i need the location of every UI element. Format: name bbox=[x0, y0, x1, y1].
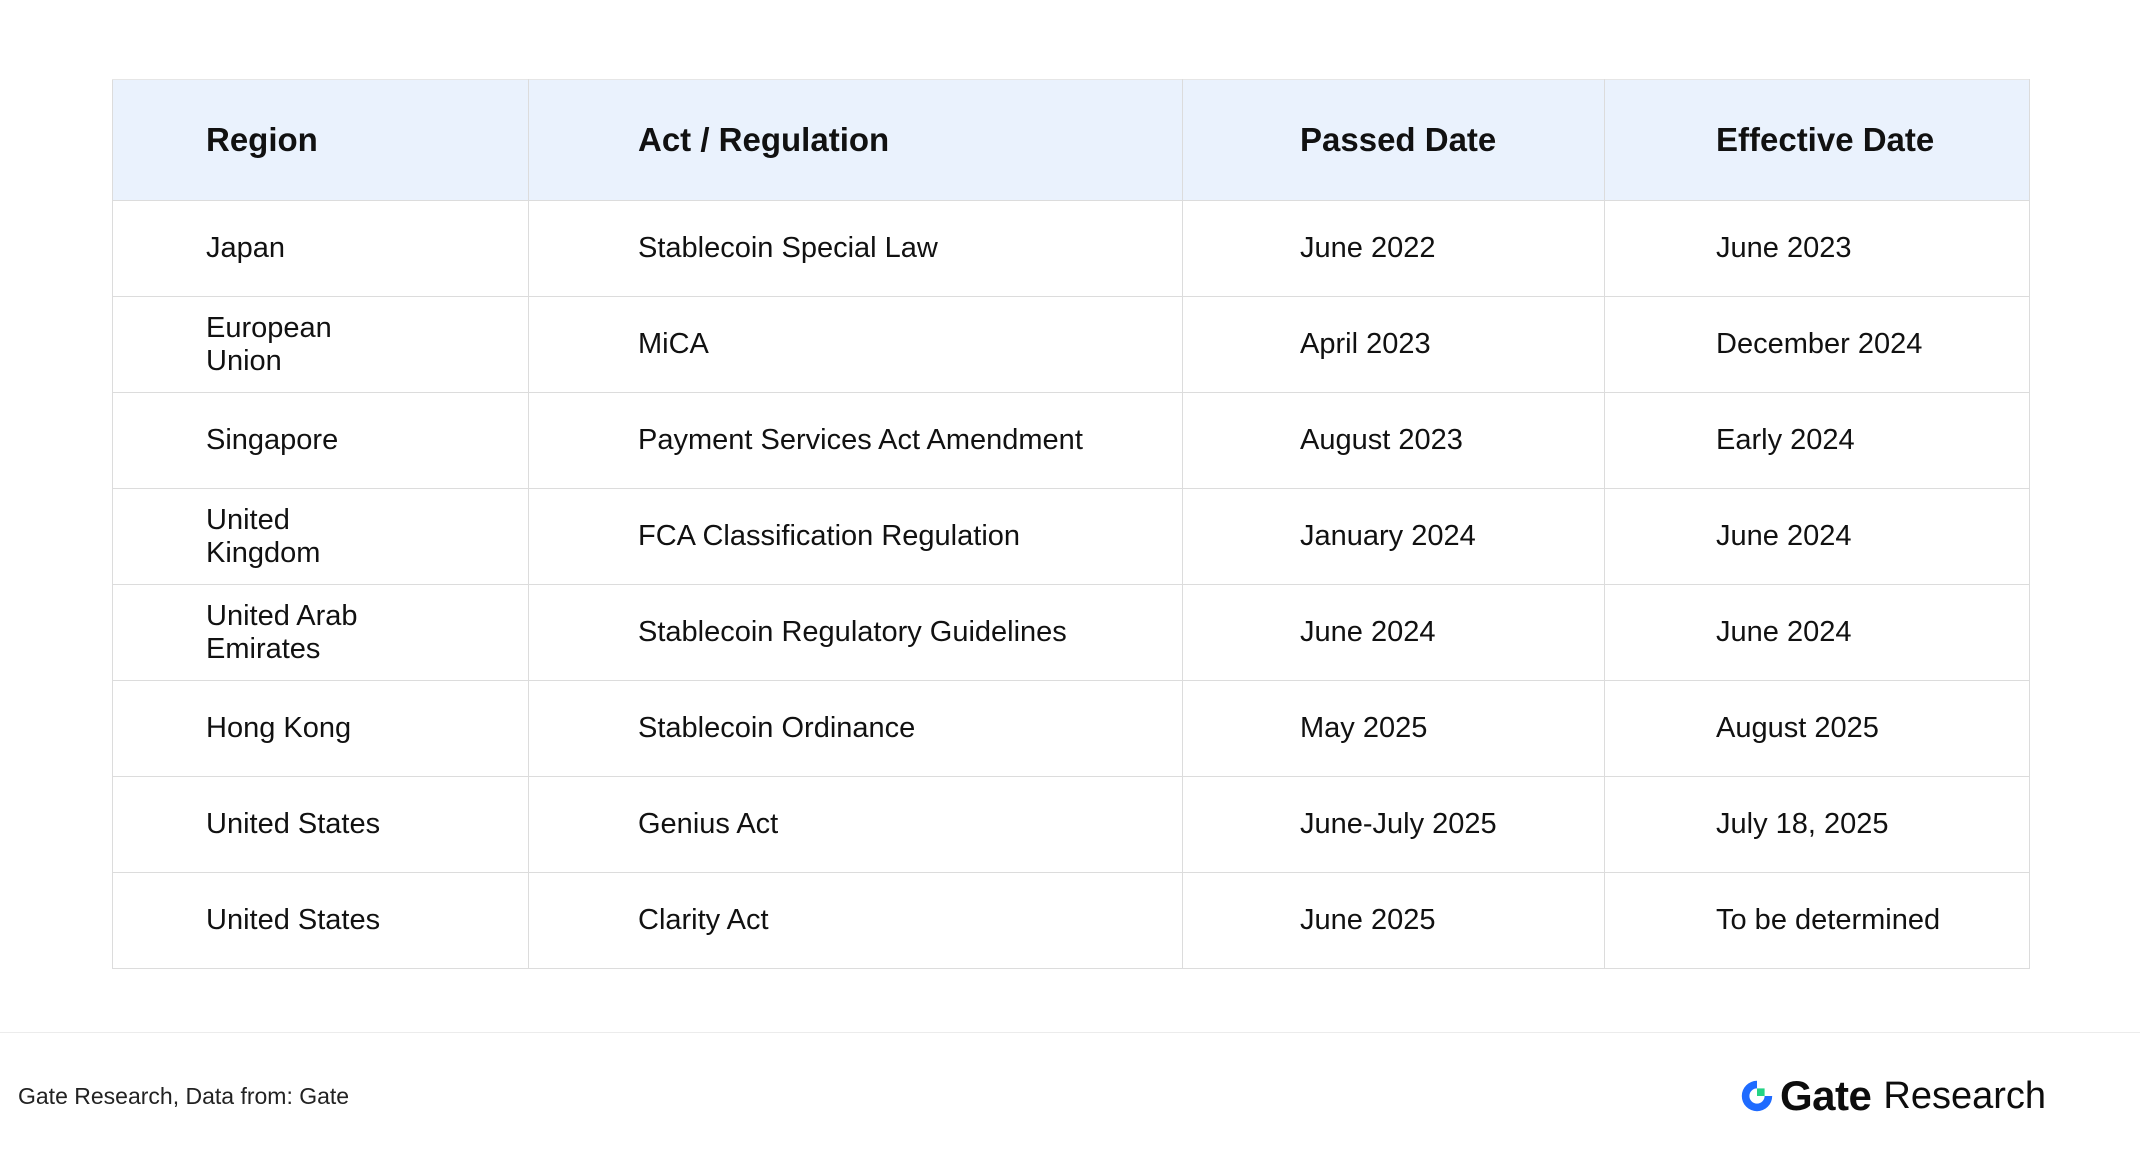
cell-passed-date: August 2023 bbox=[1183, 393, 1605, 489]
cell-effective-date: August 2025 bbox=[1605, 681, 2030, 777]
cell-passed-date: January 2024 bbox=[1183, 489, 1605, 585]
cell-effective-date: June 2024 bbox=[1605, 585, 2030, 681]
table-row bbox=[113, 585, 2030, 681]
cell-effective-date: To be determined bbox=[1605, 873, 2030, 969]
header-passed-date: Passed Date bbox=[1183, 80, 1605, 201]
cell-passed-date: June 2024 bbox=[1183, 585, 1605, 681]
cell-region: United States bbox=[113, 873, 529, 969]
gate-logo-icon bbox=[1738, 1077, 1776, 1115]
brand-logo bbox=[1738, 1072, 2046, 1120]
cell-passed-date: April 2023 bbox=[1183, 297, 1605, 393]
cell-region: Japan bbox=[113, 201, 529, 297]
cell-act: Stablecoin Ordinance bbox=[529, 681, 1183, 777]
cell-act: Payment Services Act Amendment bbox=[529, 393, 1183, 489]
table-row bbox=[113, 393, 2030, 489]
table-row bbox=[113, 681, 2030, 777]
cell-effective-date: Early 2024 bbox=[1605, 393, 2030, 489]
header-region: Region bbox=[113, 80, 529, 201]
header-act-regulation: Act / Regulation bbox=[529, 80, 1183, 201]
table-row bbox=[113, 489, 2030, 585]
cell-passed-date: May 2025 bbox=[1183, 681, 1605, 777]
cell-passed-date: June 2025 bbox=[1183, 873, 1605, 969]
cell-act: Stablecoin Special Law bbox=[529, 201, 1183, 297]
cell-act: Clarity Act bbox=[529, 873, 1183, 969]
cell-region: European Union bbox=[113, 297, 529, 393]
cell-act: MiCA bbox=[529, 297, 1183, 393]
table-row bbox=[113, 297, 2030, 393]
cell-region: Singapore bbox=[113, 393, 529, 489]
source-note: Gate Research, Data from: Gate bbox=[18, 1083, 350, 1109]
cell-effective-date: June 2024 bbox=[1605, 489, 2030, 585]
brand-name: Gate bbox=[1780, 1072, 1872, 1119]
table-row bbox=[113, 201, 2030, 297]
stablecoin-regulation-table bbox=[112, 79, 2030, 969]
cell-region: United Kingdom bbox=[113, 489, 529, 585]
cell-act: FCA Classification Regulation bbox=[529, 489, 1183, 585]
cell-region: United States bbox=[113, 777, 529, 873]
cell-effective-date: December 2024 bbox=[1605, 297, 2030, 393]
cell-act: Stablecoin Regulatory Guidelines bbox=[529, 585, 1183, 681]
cell-passed-date: June-July 2025 bbox=[1183, 777, 1605, 873]
table-row bbox=[113, 873, 2030, 969]
brand-suffix: Research bbox=[1883, 1074, 2047, 1117]
cell-region: United Arab Emirates bbox=[113, 585, 529, 681]
cell-act: Genius Act bbox=[529, 777, 1183, 873]
table-row bbox=[113, 777, 2030, 873]
cell-effective-date: July 18, 2025 bbox=[1605, 777, 2030, 873]
footer-divider bbox=[0, 1032, 2140, 1033]
cell-passed-date: June 2022 bbox=[1183, 201, 1605, 297]
header-effective-date: Effective Date bbox=[1605, 80, 2030, 201]
cell-effective-date: June 2023 bbox=[1605, 201, 2030, 297]
table-header-row bbox=[113, 80, 2030, 201]
cell-region: Hong Kong bbox=[113, 681, 529, 777]
